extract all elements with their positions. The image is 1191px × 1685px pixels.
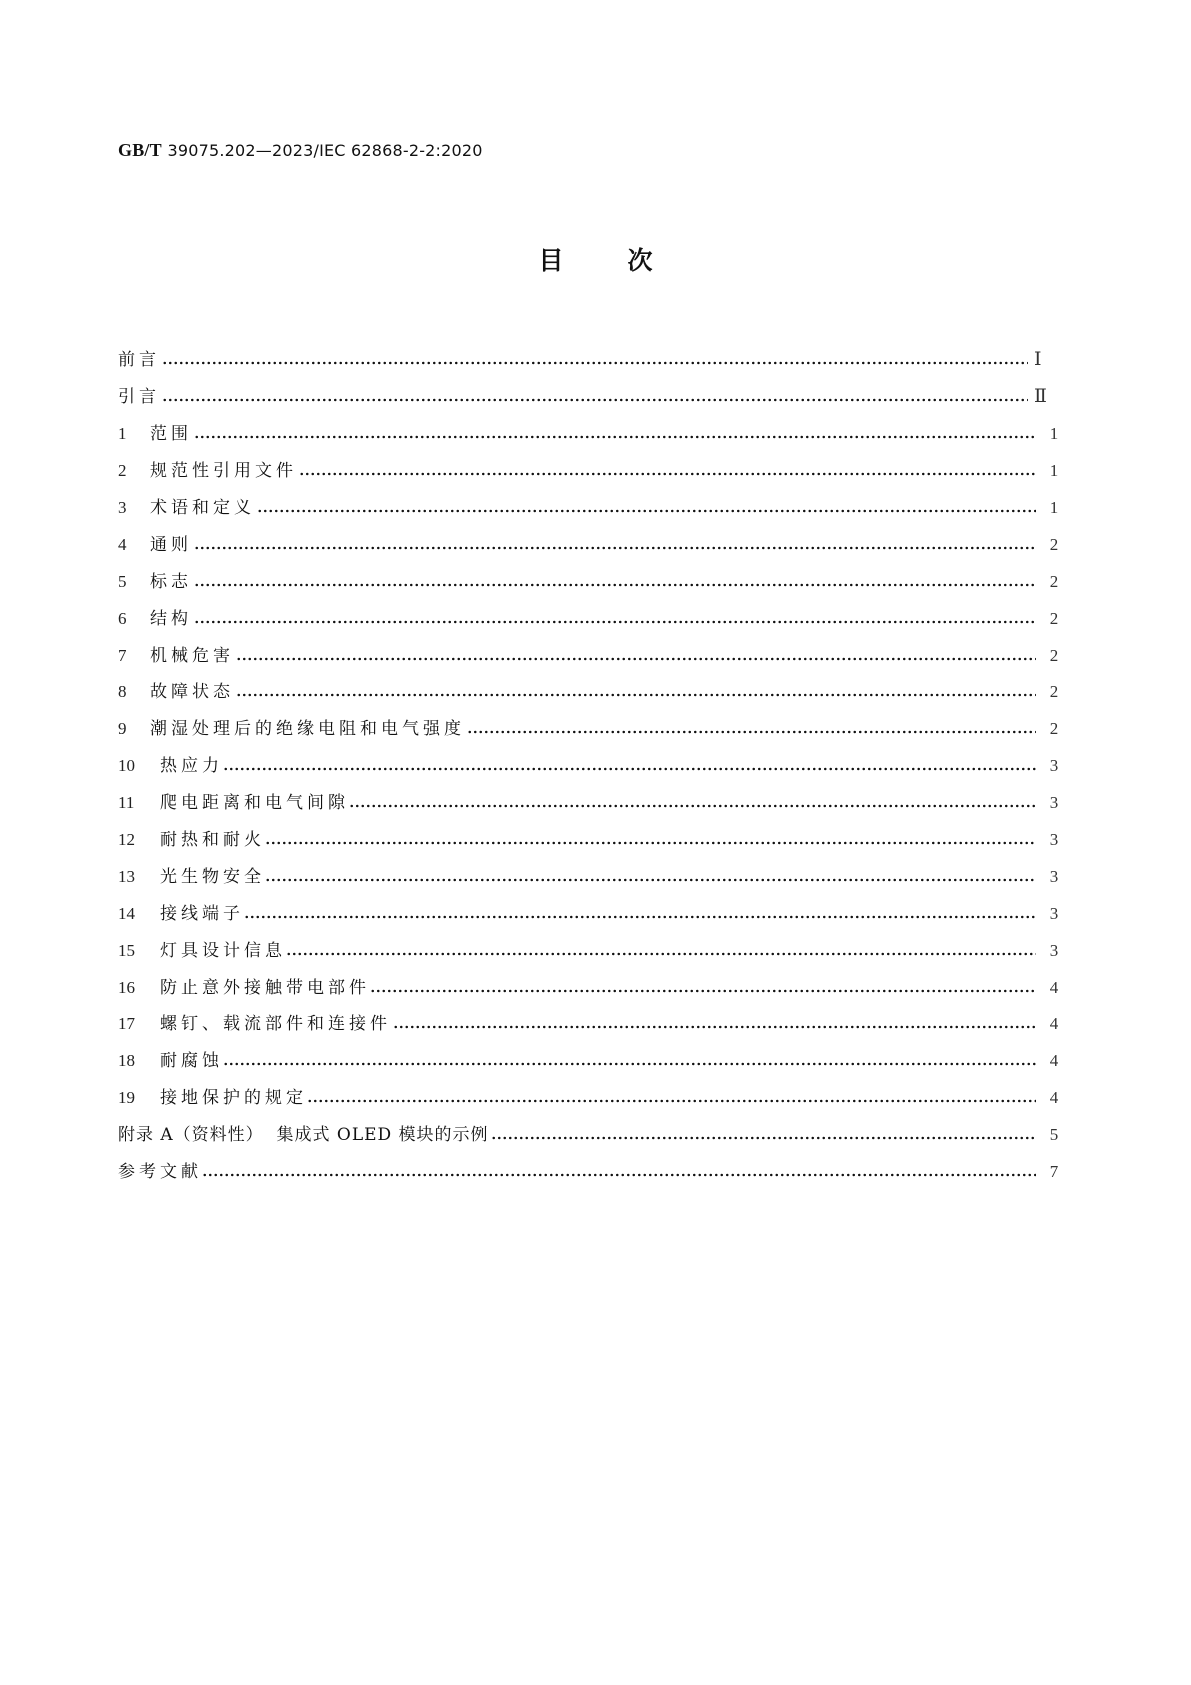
standard-prefix: GB/T (118, 140, 162, 160)
dot-leader (194, 434, 1036, 440)
toc-entry-9[interactable] (118, 711, 1062, 748)
toc-label: 规范性引用文件 (150, 461, 297, 482)
toc-label: 标志 (150, 571, 192, 592)
toc-page: 2 (1049, 682, 1059, 702)
dot-leader (349, 803, 1036, 809)
dot-leader (236, 692, 1036, 698)
dot-leader (194, 545, 1036, 551)
toc-page: 2 (1049, 645, 1059, 665)
toc-entry-5[interactable] (118, 563, 1062, 600)
toc-entry-11[interactable] (118, 785, 1062, 822)
toc-page: 5 (1049, 1125, 1059, 1145)
dot-leader (467, 729, 1036, 735)
toc-number: 5 (118, 571, 127, 591)
toc-entry-1[interactable] (118, 416, 1062, 453)
toc-label: 前言 (118, 350, 160, 371)
toc-number: 3 (118, 498, 127, 517)
title-char-2: 次 (627, 246, 653, 275)
toc-page: Ⅰ (1034, 349, 1042, 371)
toc-number: 7 (118, 645, 127, 665)
toc-entry-introduction[interactable] (118, 379, 1062, 416)
toc-page: 1 (1049, 461, 1059, 481)
dot-leader (393, 1024, 1036, 1030)
toc-number: 18 (118, 1051, 135, 1071)
toc-label: 防止意外接触带电部件 (160, 977, 370, 998)
dot-leader (307, 1098, 1036, 1104)
toc-page: 4 (1049, 977, 1059, 997)
toc-page: 2 (1049, 719, 1059, 739)
toc-label: 潮湿处理后的绝缘电阻和电气强度 (150, 719, 465, 740)
toc-label: 爬电距离和电气间隙 (160, 793, 349, 814)
dot-leader (236, 656, 1036, 662)
toc-label: 耐热和耐火 (160, 830, 265, 851)
toc-page: 3 (1049, 866, 1059, 886)
toc-label: 灯具设计信息 (160, 940, 286, 961)
toc-number: 1 (118, 424, 127, 444)
toc-entry-14[interactable] (118, 895, 1062, 932)
toc-number: 14 (118, 903, 135, 923)
page-title (0, 246, 1191, 276)
toc-entry-bibliography[interactable] (118, 1154, 1062, 1191)
toc-label: 光生物安全 (160, 866, 265, 887)
toc-label: 螺钉、载流部件和连接件 (160, 1014, 391, 1035)
toc-page: 3 (1049, 756, 1059, 776)
toc-number: 15 (118, 940, 135, 960)
dot-leader (491, 1135, 1036, 1141)
toc-label: 通则 (150, 534, 192, 555)
toc-label: 故障状态 (150, 682, 234, 703)
toc-label: 热应力 (160, 756, 223, 777)
dot-leader (194, 619, 1036, 625)
toc-page: 4 (1049, 1051, 1059, 1071)
toc-page: 2 (1049, 608, 1059, 628)
dot-leader (223, 1061, 1036, 1067)
dot-leader (162, 360, 1028, 366)
toc-page: 1 (1049, 498, 1059, 517)
toc-entry-17[interactable] (118, 1006, 1062, 1043)
dot-leader (265, 877, 1036, 883)
toc-entry-12[interactable] (118, 822, 1062, 859)
toc-number: 4 (118, 534, 127, 554)
toc-entry-13[interactable] (118, 858, 1062, 895)
toc-label: 范围 (150, 424, 192, 445)
dot-leader (244, 914, 1036, 920)
toc-entry-15[interactable] (118, 932, 1062, 969)
toc-number: 6 (118, 608, 127, 628)
toc-number: 11 (118, 793, 135, 813)
toc-label: 接地保护的规定 (160, 1088, 307, 1109)
toc-page: 3 (1049, 940, 1059, 960)
toc-label: 结构 (150, 608, 192, 629)
toc-page: Ⅱ (1034, 386, 1047, 408)
toc-label: 引言 (118, 387, 160, 408)
dot-leader (299, 471, 1036, 477)
dot-leader (202, 1172, 1036, 1178)
toc-number: 17 (118, 1014, 135, 1034)
dot-leader (257, 508, 1036, 514)
dot-leader (265, 840, 1036, 846)
toc-number: 9 (118, 719, 127, 739)
toc-label: 耐腐蚀 (160, 1051, 223, 1072)
toc-page: 7 (1049, 1162, 1059, 1182)
toc-entry-2[interactable] (118, 453, 1062, 490)
table-of-contents (118, 342, 1062, 1190)
toc-entry-16[interactable] (118, 969, 1062, 1006)
toc-entry-8[interactable] (118, 674, 1062, 711)
toc-label: 附录 A（资料性） 集成式 OLED 模块的示例 (118, 1125, 489, 1146)
dot-leader (162, 397, 1028, 403)
toc-page: 4 (1049, 1088, 1059, 1108)
toc-number: 13 (118, 866, 135, 886)
toc-entry-6[interactable] (118, 600, 1062, 637)
toc-number: 10 (118, 756, 135, 776)
dot-leader (370, 988, 1036, 994)
toc-entry-foreword[interactable] (118, 342, 1062, 379)
toc-page: 3 (1049, 830, 1059, 850)
toc-page: 1 (1049, 424, 1059, 444)
document-header (118, 140, 483, 161)
toc-number: 12 (118, 830, 135, 850)
toc-entry-19[interactable] (118, 1080, 1062, 1117)
toc-label: 术语和定义 (150, 498, 255, 518)
standard-number: 39075.202—2023/IEC 62868-2-2:2020 (167, 141, 483, 160)
title-char-1: 目 (538, 246, 564, 275)
toc-entry-4[interactable] (118, 526, 1062, 563)
dot-leader (223, 766, 1036, 772)
toc-number: 2 (118, 461, 127, 481)
toc-entry-7[interactable] (118, 637, 1062, 674)
dot-leader (194, 582, 1036, 588)
toc-page: 2 (1049, 534, 1059, 554)
dot-leader (286, 951, 1036, 957)
toc-entry-annex-a[interactable] (118, 1117, 1062, 1154)
toc-page: 4 (1049, 1014, 1059, 1034)
toc-entry-10[interactable] (118, 748, 1062, 785)
toc-label: 机械危害 (150, 645, 234, 666)
toc-page: 2 (1049, 571, 1059, 591)
toc-number: 8 (118, 682, 127, 702)
toc-page: 3 (1049, 793, 1059, 813)
toc-label: 参考文献 (118, 1162, 202, 1183)
toc-page: 3 (1049, 903, 1059, 923)
toc-label: 接线端子 (160, 903, 244, 924)
toc-number: 16 (118, 977, 135, 997)
toc-number: 19 (118, 1088, 135, 1108)
toc-entry-3[interactable] (118, 490, 1062, 527)
toc-entry-18[interactable] (118, 1043, 1062, 1080)
